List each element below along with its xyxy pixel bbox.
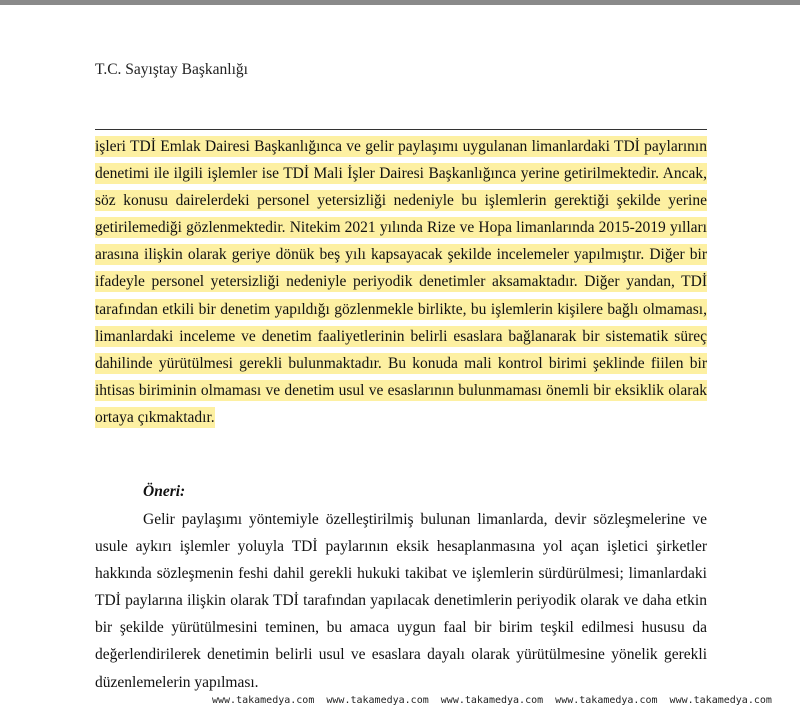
page-header: T.C. Sayıştay Başkanlığı [95,61,248,78]
watermark: www.takamedya.com www.takamedya.com www.takamedya.com www.takamedya.com www.takamedya.com [212,695,800,706]
recommendation-heading: Öneri: [143,483,186,500]
recommendation-text: Gelir paylaşımı yöntemiyle özelleştirilmiş bulunan limanlarda, devir sözleşmelerine ve usule aykırı işlemler yoluyla TDİ paylarının eksik hesaplanmasına yol açan işletici şirketler hakkında sözleşmenin feshi dahil gerekli hukuki takibat ve işlemlerin sürdürülmesi; limanlardaki TDİ paylarına ilişkin olarak TDİ tarafından yapılacak denetimlerin periyodik olarak ve daha etkin bir şekilde yürütülmesini teminen, bu amaca uygun faal bir birim teşkil edilmesi hususu da değerlendirilerek denetimin belirli usul ve esaslara dayalı olarak yürütülmesine yönelik gerekli düzenlemelerin yapılması. [95,511,707,691]
highlighted-paragraph [95,133,707,431]
recommendation-paragraph [95,506,707,696]
header-separator [95,129,707,130]
highlight-span: işleri TDİ Emlak Dairesi Başkanlığınca ve gelir paylaşımı uygulanan limanlardaki TDİ paylarının denetimi ile ilgili işlemler ise TDİ Mali İşler Dairesi Başkanlığınca yerine getirilmektedir. Ancak, söz konusu dairelerdeki personel yetersizliği nedeniyle bu işlemlerin gerektiği şekilde yerine getirilemediği gözlenmektedir. Nitekim 2021 yılında Rize ve Hopa limanlarında 2015-2019 yılları arasına ilişkin olarak geriye dönük beş yılı kapsayacak şekilde incelemeler yapılmıştır. Diğer bir ifadeyle personel yetersizliği nedeniyle periyodik denetimler aksamaktadır. Diğer yandan, TDİ tarafından etkili bir denetim yapıldığı gözlenmekle birlikte, bu işlemlerin kişilere bağlı olmaması, limanlardaki inceleme ve denetim faaliyetlerinin belirli esaslara bağlanarak bir sistematik süreç dahilinde yürütülmesi gerekli bulunmaktadır. Bu konuda mali kontrol birimi şeklinde fiilen bir ihtisas biriminin olmaması ve denetim usul ve esaslarının bulunmaması önemli bir eksiklik olarak ortaya çıkmaktadır. [95,138,707,426]
top-border [0,0,800,5]
